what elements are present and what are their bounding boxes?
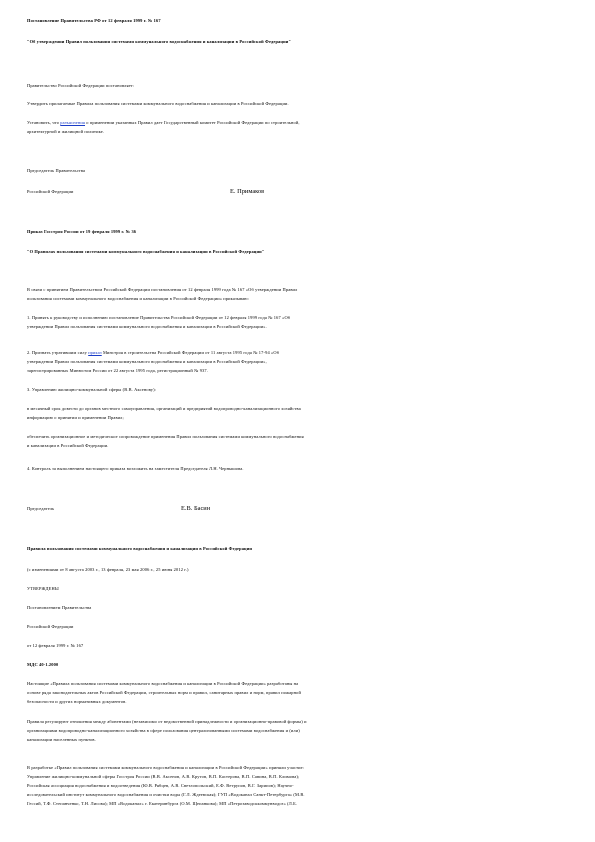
order-subtitle: "О Правилах пользования системами коммунального водоснабжения и канализации в Российской Федерации" — [27, 249, 265, 254]
rules-p2-line-3: канализации населенных пунктов. — [27, 737, 96, 742]
rules-p3-line-5: Гессий, Т.Ф. Степанченко, Т.Н. Лисова); МП «Водоканал» г. Екатеринбурга (О.М. Щепанкова); МП «Петрозаводсккоммунводоз» (Л.Б. — [27, 801, 298, 806]
order-item-2-after: Минстроя в строительства Российской Федерации от 11 августа 1995 года № 17-94 «Об — [101, 350, 280, 355]
decree-preamble: Правительство Российской Федерации постановляет: — [27, 83, 135, 88]
order-title: Приказ Госстроя России от 19 февраля 1999 г. № 36 — [27, 229, 137, 234]
rules-p3-line-3: Российская ассоциация водоснабжения и водоотведения (Ю.В. Рябцев, А.В. Светлопольский, Е.Ф. Ветрупов, В.Г. Зарипов); Научно- — [27, 783, 294, 788]
decree-sign-name: Е. Примаков — [230, 188, 265, 195]
decree-p2-after: о применении указанных Правил дает Государственный комитет Российской Федерации по строительной, — [85, 120, 300, 125]
order-item-2-before: 2. Признать утратившим силу — [27, 350, 89, 355]
decree-paragraph-1: Утвердить прилагаемые Правила пользования системами коммунального водоснабжения и канализации в Российской Федерации. — [27, 101, 289, 106]
order-sign-name: Е.В. Басин — [181, 505, 211, 512]
decree-subtitle: "Об утверждении Правил пользования системами коммунального водоснабжения и канализации в Российской Федерации" — [27, 39, 292, 44]
order-item-2-line-1 — [27, 349, 547, 357]
rules-p2-line-1: Правила регулируют отношения между абонентами (независимо от ведомственной принадлежности и организационно-правовой формы) и — [27, 719, 307, 724]
rules-p3-line-1: В разработке «Правил пользования системами коммунального водоснабжения и канализации в Российской Федерации» приняли участие: — [27, 765, 305, 770]
rules-approved: УТВЕРЖДЕНЫ — [27, 586, 59, 591]
order-item-4: 4. Контроль за выполнением настоящего приказа возложить на заместителя Председателя Л.Н. Чернышова. — [27, 466, 244, 471]
rules-p1-line-2: основе ряда законодательных актов Российской Федерации, строительных норм и правил, санитарных правил и норм, правил пожарной — [27, 690, 301, 695]
decree-sign-country: Российской Федерации — [27, 189, 74, 194]
order-item-2-line-2: утверждении Правил пользования системами коммунального водоснабжения и канализации в Российской Федерации», — [27, 359, 267, 364]
rules-p2-line-2: организациями водопроводно-канализационного хозяйства в сфере пользования централизованными системами водоснабжения и (или) — [27, 728, 300, 733]
order-item-1-line-2: утверждении Правил пользования системами коммунального водоснабжения и канализации в Российской Федерации». — [27, 324, 267, 329]
rules-title: Правила пользования системами коммунального водоснабжения и канализации в Российской Федерации — [27, 546, 253, 551]
order-item-3b-line-2: и канализации в Российской Федерации. — [27, 443, 109, 448]
decree-paragraph-2 — [27, 119, 547, 127]
order-item-3: 3. Управлению жилищно-коммунальной сферы (В.В. Аксенову): — [27, 387, 157, 392]
decree-sign-role: Председатель Правительства — [27, 168, 86, 173]
clarifications-link[interactable]: разъяснения — [60, 120, 86, 125]
order-intro-line-2: пользования системами коммунального водоснабжения и канализации в Российской Федерации» приказываю: — [27, 296, 250, 301]
order-item-3a-line-1: в месячный срок довести до органов местного самоуправления, организаций и предприятий водопроводно-канализационного хозяйства — [27, 406, 301, 411]
rules-by-decree: Постановлением Правительства — [27, 605, 92, 610]
rules-date: от 12 февраля 1999 г. № 167 — [27, 643, 84, 648]
decree-p2-before: Установить, что — [27, 120, 61, 125]
rules-p3-line-4: исследовательский институт коммунального водоснабжения и очистки воды (Г.Л. Ждеевская); ГУП «Водоканал Санкт-Петербурга» (М.В. — [27, 792, 305, 797]
order-link[interactable]: приказ — [88, 350, 102, 355]
rules-country: Российской Федерации — [27, 624, 74, 629]
decree-paragraph-2-line-2: архитектурной и жилищной политике. — [27, 129, 105, 134]
order-intro-line-1: В связи с принятием Правительством Российской Федерации постановления от 12 февраля 1999 года № 167 «Об утверждении Правил — [27, 287, 298, 292]
rules-code: МДС 40-1.2000 — [27, 662, 59, 667]
decree-title: Постановление Правительства РФ от 12 февраля 1999 г. № 167 — [27, 18, 161, 23]
order-item-3b-line-1: обеспечить организационное и методическое сопровождение применения Правил пользования системами коммунального водоснабжения — [27, 434, 304, 439]
rules-amendments: (с изменениями от 8 августа 2003 г., 13 февраля, 23 мая 2006 г., 25 июня 2012 г.) — [27, 567, 189, 572]
rules-p3-line-2: Управление жилищно-коммунальной сферы Госстроя России (В.В. Аксенов, А.В. Крутов, В.П. Кастерова, В.П. Савина, В.П. Климова); — [27, 774, 300, 779]
rules-p1-line-1: Настоящие «Правила пользования системами коммунального водоснабжения и канализации в Российской Федерации» разработаны на — [27, 681, 299, 686]
order-item-3a-line-2: информацию о принятии и применении Правил; — [27, 415, 124, 420]
order-sign-role: Председатель — [27, 506, 55, 511]
order-item-1-line-1: 1. Принять к руководству и исполнению постановление Правительства Российской Федерации от 12 февраля 1999 года № 167 «Об — [27, 315, 291, 320]
order-item-2-line-3: зарегистрированных Минюстом России от 22 августа 1995 года, регистрационный № 937. — [27, 368, 209, 373]
rules-p1-line-3: безопасности и других нормативных документов. — [27, 699, 127, 704]
